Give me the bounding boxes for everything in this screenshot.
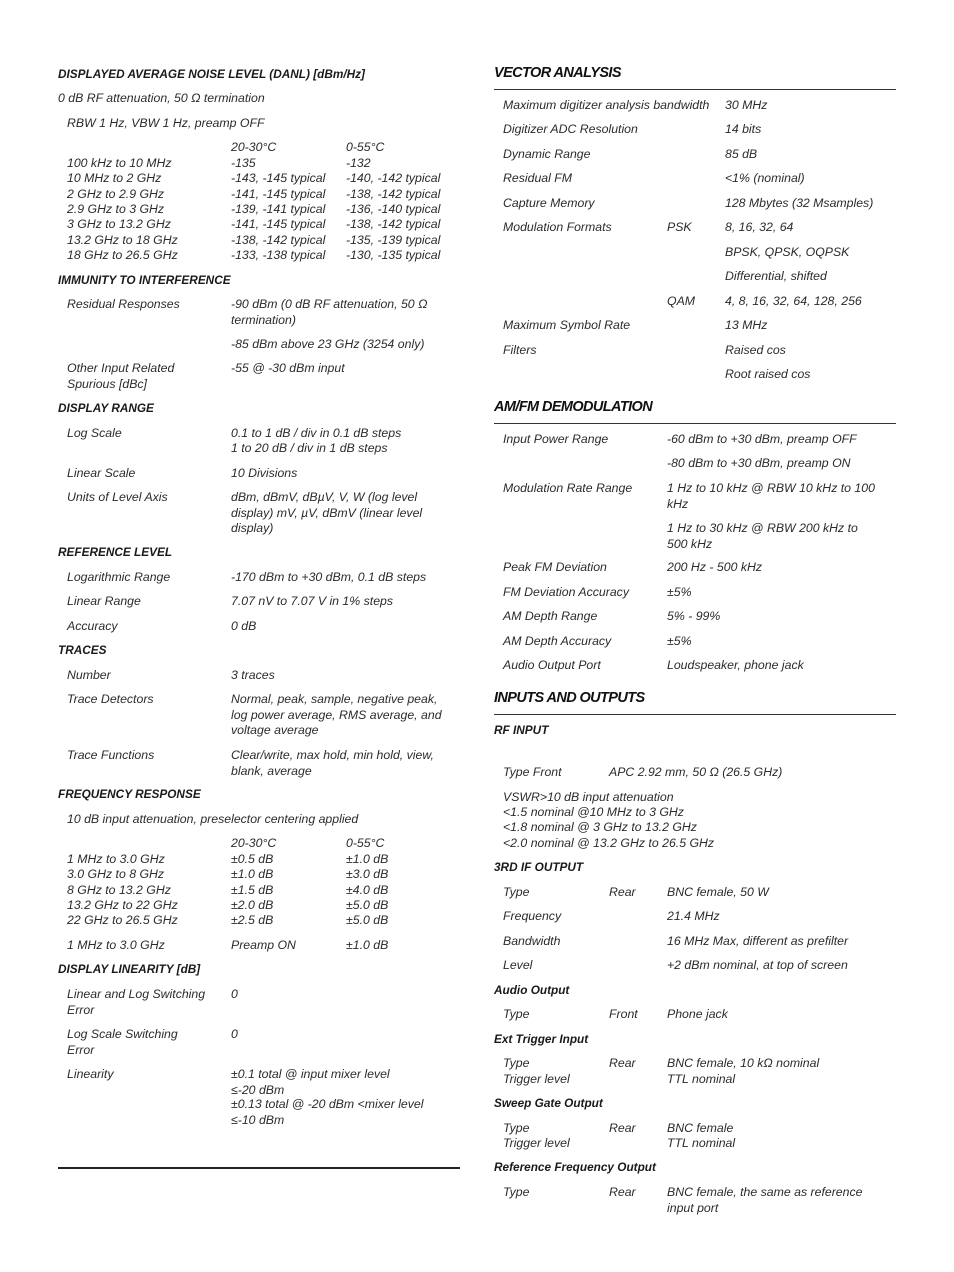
- amfm-row-value: ±5%: [667, 585, 692, 599]
- ref-output-value: BNC female, the same as reference input port: [667, 1185, 863, 1215]
- fr-row-b: ±1.0 dB: [346, 852, 389, 866]
- log-scale-switching-value: 0: [231, 1027, 238, 1041]
- ext-trigger-type-label: Type: [503, 1056, 530, 1070]
- if-row-label: Bandwidth: [503, 934, 561, 948]
- danl-row-a: -141, -145 typical: [231, 217, 326, 231]
- vector-analysis-rule: [494, 89, 896, 90]
- amfm-heading: AM/FM DEMODULATION: [494, 399, 653, 415]
- fr-row-range: 1 MHz to 3.0 GHz: [67, 852, 165, 866]
- traces-heading: TRACES: [58, 643, 107, 657]
- danl-row-range: 2.9 GHz to 3 GHz: [67, 202, 165, 216]
- sweep-gate-heading: Sweep Gate Output: [494, 1096, 603, 1110]
- fr-row-a: ±1.5 dB: [231, 883, 274, 897]
- if-row-label: Frequency: [503, 909, 562, 923]
- vswr-line: <1.5 nominal @10 MHz to 3 GHz: [503, 805, 684, 819]
- if-row-sub: Rear: [609, 885, 636, 899]
- linear-scale-value: 10 Divisions: [231, 466, 298, 480]
- fr-row-a: ±2.5 dB: [231, 913, 274, 927]
- rf-type-label: Type Front: [503, 765, 562, 779]
- log-range-value: -170 dBm to +30 dBm, 0.1 dB steps: [231, 570, 427, 584]
- sweep-gate-type-value: BNC female: [667, 1121, 734, 1135]
- linearity-value-1: ±0.1 total @ input mixer level ≤-20 dBm: [231, 1067, 390, 1097]
- left-bottom-rule: [58, 1167, 460, 1169]
- danl-row-b: -138, -142 typical: [346, 217, 441, 231]
- audio-type-value: Phone jack: [667, 1007, 728, 1021]
- danl-row-a: -138, -142 typical: [231, 233, 326, 247]
- other-spurious-label: Other Input Related Spurious [dBc]: [67, 361, 175, 391]
- if-row-value: BNC female, 50 W: [667, 885, 769, 899]
- danl-row-b: -138, -142 typical: [346, 187, 441, 201]
- input-power-range-value-2: -80 dBm to +30 dBm, preamp ON: [667, 456, 851, 470]
- linear-range-label: Linear Range: [67, 594, 141, 608]
- other-spurious-value: -55 @ -30 dBm input: [231, 361, 345, 375]
- frequency-response-condition: 10 dB input attenuation, preselector centering applied: [67, 812, 359, 826]
- log-scale-switching-label: Log Scale Switching Error: [67, 1027, 178, 1057]
- va-row-sub: QAM: [667, 294, 696, 308]
- danl-row-range: 2 GHz to 2.9 GHz: [67, 187, 165, 201]
- inputs-outputs-heading: INPUTS AND OUTPUTS: [494, 690, 645, 706]
- fr-row-a: ±1.0 dB: [231, 867, 274, 881]
- sweep-gate-sub: Rear: [609, 1121, 636, 1135]
- ext-trigger-type-value: BNC female, 10 kΩ nominal: [667, 1056, 820, 1070]
- input-power-range-value-1: -60 dBm to +30 dBm, preamp OFF: [667, 432, 857, 446]
- va-row-value: 85 dB: [725, 147, 758, 161]
- reference-frequency-output-heading: Reference Frequency Output: [494, 1160, 656, 1174]
- trace-functions-label: Trace Functions: [67, 748, 155, 762]
- fr-preamp-a: Preamp ON: [231, 938, 296, 952]
- va-row-value: 4, 8, 16, 32, 64, 128, 256: [725, 294, 862, 308]
- ext-trigger-level-label: Trigger level: [503, 1072, 570, 1086]
- fr-row-b: ±5.0 dB: [346, 913, 389, 927]
- va-row-value: 13 MHz: [725, 318, 768, 332]
- sweep-gate-level-label: Trigger level: [503, 1136, 570, 1150]
- va-row-value: Differential, shifted: [725, 269, 827, 283]
- units-level-axis-label: Units of Level Axis: [67, 490, 168, 504]
- third-if-output-heading: 3RD IF OUTPUT: [494, 860, 584, 874]
- log-scale-value-1: 0.1 to 1 dB / div in 0.1 dB steps: [231, 426, 402, 440]
- va-row-value: 8, 16, 32, 64: [725, 220, 794, 234]
- modulation-rate-range-value-2: 1 Hz to 30 kHz @ RBW 200 kHz to 500 kHz: [667, 521, 858, 551]
- va-row-value: BPSK, QPSK, OQPSK: [725, 245, 850, 259]
- display-linearity-heading: DISPLAY LINEARITY [dB]: [58, 962, 201, 976]
- ref-output-sub: Rear: [609, 1185, 636, 1199]
- fr-row-b: ±5.0 dB: [346, 898, 389, 912]
- fr-row-b: ±4.0 dB: [346, 883, 389, 897]
- trace-detectors-label: Trace Detectors: [67, 692, 154, 706]
- danl-row-b: -136, -140 typical: [346, 202, 441, 216]
- fr-preamp-range: 1 MHz to 3.0 GHz: [67, 938, 165, 952]
- linear-range-value: 7.07 nV to 7.07 V in 1% steps: [231, 594, 394, 608]
- fr-row-range: 13.2 GHz to 22 GHz: [67, 898, 178, 912]
- amfm-row-value: 5% - 99%: [667, 609, 721, 623]
- switching-error-label: Linear and Log Switching Error: [67, 987, 206, 1017]
- danl-row-range: 100 kHz to 10 MHz: [67, 156, 172, 170]
- ext-trigger-heading: Ext Trigger Input: [494, 1032, 589, 1046]
- trace-number-value: 3 traces: [231, 668, 275, 682]
- va-row-label: Dynamic Range: [503, 147, 591, 161]
- if-row-label: Level: [503, 958, 533, 972]
- va-row-sub: PSK: [667, 220, 692, 234]
- ext-trigger-level-value: TTL nominal: [667, 1072, 736, 1086]
- fr-row-a: ±2.0 dB: [231, 898, 274, 912]
- residual-responses-value-1: -90 dBm (0 dB RF attenuation, 50 Ω termination): [231, 297, 428, 327]
- amfm-row-label: AM Depth Range: [503, 609, 598, 623]
- audio-type-label: Type: [503, 1007, 530, 1021]
- danl-condition-2: RBW 1 Hz, VBW 1 Hz, preamp OFF: [67, 116, 265, 130]
- switching-error-value: 0: [231, 987, 238, 1001]
- rf-input-heading: RF INPUT: [494, 723, 549, 737]
- log-scale-label: Log Scale: [67, 426, 122, 440]
- amfm-rule: [494, 423, 896, 424]
- va-row-value: 30 MHz: [725, 98, 768, 112]
- residual-responses-label: Residual Responses: [67, 297, 180, 311]
- vswr-line: <2.0 nominal @ 13.2 GHz to 26.5 GHz: [503, 836, 715, 850]
- linearity-value-2: ±0.13 total @ -20 dBm <mixer level ≤-10 dBm: [231, 1097, 424, 1127]
- vector-analysis-heading: VECTOR ANALYSIS: [494, 65, 621, 81]
- if-row-value: +2 dBm nominal, at top of screen: [667, 958, 848, 972]
- fr-row-a: ±0.5 dB: [231, 852, 274, 866]
- danl-row-range: 10 MHz to 2 GHz: [67, 171, 162, 185]
- va-row-label: Modulation Formats: [503, 220, 612, 234]
- trace-functions-value: Clear/write, max hold, min hold, view, blank, average: [231, 748, 434, 778]
- fr-row-b: ±3.0 dB: [346, 867, 389, 881]
- immunity-heading: IMMUNITY TO INTERFERENCE: [58, 273, 231, 287]
- input-power-range-label: Input Power Range: [503, 432, 609, 446]
- fr-col-a-header: 20-30°C: [231, 836, 277, 850]
- va-row-label: Capture Memory: [503, 196, 595, 210]
- if-row-value: 16 MHz Max, different as prefilter: [667, 934, 849, 948]
- trace-number-label: Number: [67, 668, 111, 682]
- amfm-row-label: Audio Output Port: [503, 658, 601, 672]
- rf-type-value: APC 2.92 mm, 50 Ω (26.5 GHz): [609, 765, 783, 779]
- reference-level-heading: REFERENCE LEVEL: [58, 545, 173, 559]
- inputs-outputs-rule: [494, 714, 896, 715]
- va-row-value: Root raised cos: [725, 367, 811, 381]
- audio-output-heading: Audio Output: [494, 983, 570, 997]
- va-row-value: <1% (nominal): [725, 171, 805, 185]
- residual-responses-value-2: -85 dBm above 23 GHz (3254 only): [231, 337, 425, 351]
- log-scale-value-2: 1 to 20 dB / div in 1 dB steps: [231, 441, 388, 455]
- vswr-line: VSWR>10 dB input attenuation: [503, 790, 674, 804]
- sweep-gate-type-label: Type: [503, 1121, 530, 1135]
- danl-row-a: -139, -141 typical: [231, 202, 326, 216]
- amfm-row-value: 200 Hz - 500 kHz: [667, 560, 763, 574]
- va-row-label: Filters: [503, 343, 537, 357]
- danl-row-a: -143, -145 typical: [231, 171, 326, 185]
- linearity-label: Linearity: [67, 1067, 114, 1081]
- modulation-rate-range-label: Modulation Rate Range: [503, 481, 633, 495]
- danl-heading: DISPLAYED AVERAGE NOISE LEVEL (DANL) [dBm/Hz]: [58, 67, 365, 81]
- modulation-rate-range-value-1: 1 Hz to 10 kHz @ RBW 10 kHz to 100 kHz: [667, 481, 875, 511]
- fr-col-b-header: 0-55°C: [346, 836, 385, 850]
- va-row-label: Digitizer ADC Resolution: [503, 122, 638, 136]
- display-range-heading: DISPLAY RANGE: [58, 401, 154, 415]
- va-row-value: 14 bits: [725, 122, 762, 136]
- danl-row-range: 13.2 GHz to 18 GHz: [67, 233, 178, 247]
- danl-row-a: -133, -138 typical: [231, 248, 326, 262]
- linear-scale-label: Linear Scale: [67, 466, 136, 480]
- danl-row-b: -130, -135 typical: [346, 248, 441, 262]
- accuracy-label: Accuracy: [67, 619, 118, 633]
- amfm-row-label: Peak FM Deviation: [503, 560, 607, 574]
- ext-trigger-sub: Rear: [609, 1056, 636, 1070]
- danl-row-a: -141, -145 typical: [231, 187, 326, 201]
- amfm-row-value: ±5%: [667, 634, 692, 648]
- va-row-label: Maximum Symbol Rate: [503, 318, 631, 332]
- amfm-row-label: FM Deviation Accuracy: [503, 585, 629, 599]
- amfm-row-value: Loudspeaker, phone jack: [667, 658, 804, 672]
- sweep-gate-level-value: TTL nominal: [667, 1136, 736, 1150]
- danl-row-b: -132: [346, 156, 371, 170]
- va-row-value: Raised cos: [725, 343, 786, 357]
- danl-row-a: -135: [231, 156, 256, 170]
- amfm-row-label: AM Depth Accuracy: [503, 634, 612, 648]
- danl-row-b: -135, -139 typical: [346, 233, 441, 247]
- danl-col-b-header: 0-55°C: [346, 140, 385, 154]
- fr-row-range: 22 GHz to 26.5 GHz: [67, 913, 178, 927]
- if-row-value: 21.4 MHz: [667, 909, 720, 923]
- danl-row-b: -140, -142 typical: [346, 171, 441, 185]
- va-row-value: 128 Mbytes (32 Msamples): [725, 196, 874, 210]
- fr-preamp-b: ±1.0 dB: [346, 938, 389, 952]
- log-range-label: Logarithmic Range: [67, 570, 171, 584]
- if-row-label: Type: [503, 885, 530, 899]
- danl-condition-1: 0 dB RF attenuation, 50 Ω termination: [58, 91, 265, 105]
- frequency-response-heading: FREQUENCY RESPONSE: [58, 787, 201, 801]
- trace-detectors-value: Normal, peak, sample, negative peak, log power average, RMS average, and voltage average: [231, 692, 442, 737]
- danl-row-range: 3 GHz to 13.2 GHz: [67, 217, 171, 231]
- danl-col-a-header: 20-30°C: [231, 140, 277, 154]
- va-row-label: Maximum digitizer analysis bandwidth: [503, 98, 710, 112]
- ref-output-type-label: Type: [503, 1185, 530, 1199]
- vswr-line: <1.8 nominal @ 3 GHz to 13.2 GHz: [503, 820, 697, 834]
- va-row-label: Residual FM: [503, 171, 573, 185]
- fr-row-range: 8 GHz to 13.2 GHz: [67, 883, 171, 897]
- units-level-axis-value: dBm, dBmV, dBµV, V, W (log level display) mV, µV, dBmV (linear level display): [231, 490, 423, 535]
- audio-type-sub: Front: [609, 1007, 638, 1021]
- danl-row-range: 18 GHz to 26.5 GHz: [67, 248, 178, 262]
- fr-row-range: 3.0 GHz to 8 GHz: [67, 867, 165, 881]
- accuracy-value: 0 dB: [231, 619, 257, 633]
